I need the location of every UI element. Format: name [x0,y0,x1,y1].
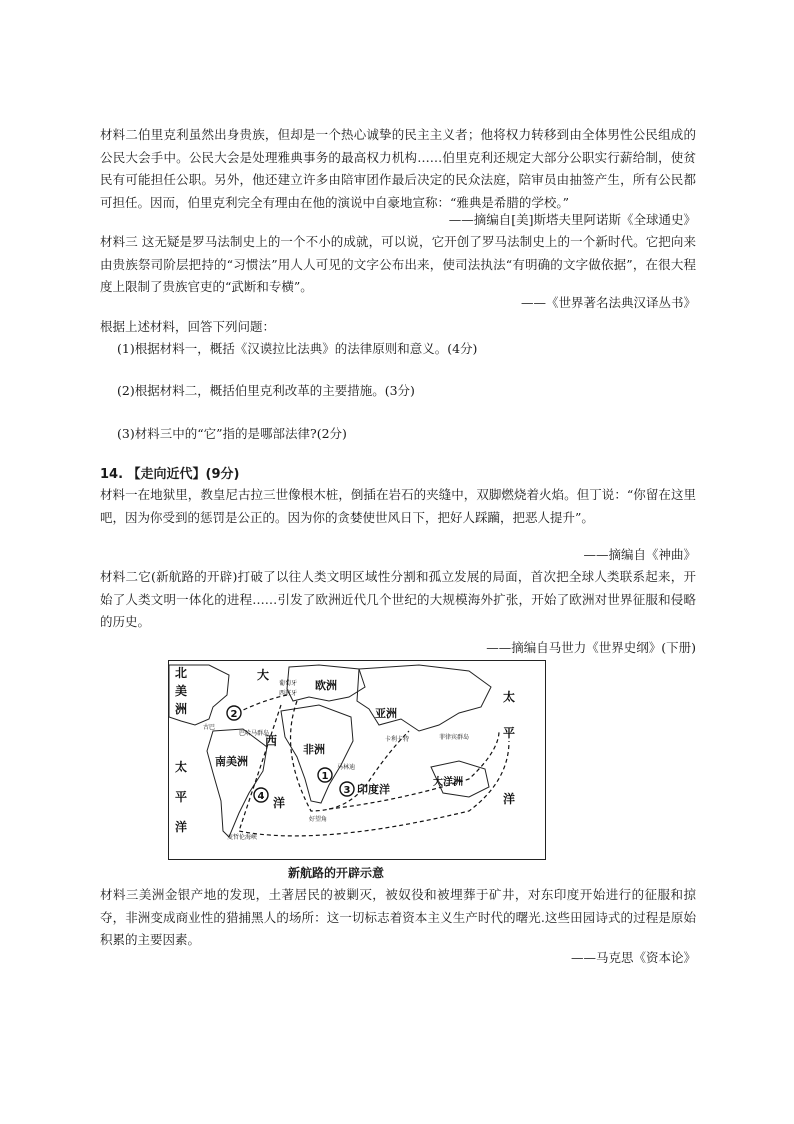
q14-material3: 材料三美洲金银产地的发现，土著居民的被剿灭，被奴役和被埋葬于矿井，对东印度开始进行的征服和掠夺，非洲变成商业性的猎捕黑人的场所：这一切标志着资本主义生产时代的曙光.这些田园诗式的过程是原始积累的主要因素。 [100,887,696,947]
label-europe: 欧洲 [315,679,337,692]
material3-source: ——《世界著名法典汉译丛书》 [520,295,696,310]
route-number-3: 3 [343,785,351,796]
label-pacific-left3: 洋 [175,820,188,834]
label-pacific-left2: 平 [175,790,188,804]
south-america-outline [207,729,270,837]
label-good-hope: 好望角 [309,816,328,823]
label-oceania: 大洋洲 [433,777,463,788]
material3-paragraph: 材料三 这无疑是罗马法制史上的一个不小的成就，可以说，它开创了罗马法制史上的一个新时代。它把向来由贵族祭司阶层把持的“习惯法”用人人可见的文字公布出来，使司法执法“有明确的文字做依据”，在很大程度上限制了贵族官吏的“武断和专横”。 [100,234,696,294]
q14-source2: ——摘编自马世力《世界史纲》(下册) [486,640,696,655]
q14-source1: ——摘编自《神曲》 [583,547,696,562]
label-pacific-right2: 平 [503,726,516,740]
label-philippines: 菲律宾群岛 [439,734,470,741]
label-africa: 非洲 [303,743,325,756]
label-america2: 洲 [175,702,188,716]
label-bahamas: 巴哈马群岛 [239,730,270,737]
label-south-america: 南美洲 [215,755,248,768]
new-routes-map [168,660,546,860]
label-cuba: 古巴 [203,724,216,731]
q14-material1: 材料一在地狱里，教皇尼古拉三世像根木桩，倒插在岩石的夹缝中，双脚燃烧着火焰。但丁说：“你留在这里吧，因为你受到的惩罚是公正的。因为你的贪婪使世风日下，把好人踩躏，把恶人提升”。 [100,487,696,525]
label-pacific-right3: 洋 [503,792,516,806]
label-pacific-right1: 太 [503,690,516,704]
label-magellan-strait: 麦哲伦海峡 [227,834,258,841]
q14-source3: ——马克思《资本论》 [570,950,696,965]
label-xi: 西 [265,734,278,748]
route-number-1: 1 [321,771,329,782]
question-3: (3)材料三中的“它”指的是哪部法律?(2分) [117,426,347,441]
route-number-4: 4 [257,791,265,802]
material2-paragraph: 材料二伯里克利虽然出身贵族，但却是一个热心诚挚的民主主义者；他将权力转移到由全体男性公民组成的公民大会手中。公民大会是处理雅典事务的最高权力机构……伯里克利还规定大部分公职实行薪给制，使贫民有可能担任公职。另外，他还建立许多由陪审团作最后决定的民众法庭，陪审员由抽签产生，所有公民都可担任。因而，伯里克利完全有理由在他的演说中自豪地宣称：“雅典是希腊的学校。” [100,127,696,210]
material2-source: ——摘编自[美]斯塔夫里阿诺斯《全球通史》 [448,212,696,227]
q14-material2: 材料二它(新航路的开辟)打破了以往人类文明区域性分割和孤立发展的局面，首次把全球人类联系起来，开始了人类文明一体化的进程……引发了欧洲近代几个世纪的大规模海外扩张，开始了欧洲对世界征服和侵略的历史。 [100,569,696,629]
label-america1: 美 [175,684,188,698]
asia-outline [357,665,491,731]
route-4 [239,705,509,836]
question-2: (2)根据材料二，概括伯里克利改革的主要措施。(3分) [117,383,415,398]
question-14-title: 14. 【走向近代】(9分) [100,467,240,482]
label-da: 大 [257,668,270,682]
instructions: 根据上述材料，回答下列问题： [100,319,276,334]
label-north: 北 [175,666,188,680]
label-malindi: 马林迪 [337,764,356,771]
label-portugal: 葡萄牙 [279,680,298,687]
label-asia: 亚洲 [375,707,397,720]
label-pacific-left1: 太 [175,760,188,774]
label-spain: 西班牙 [279,690,298,697]
label-indian-ocean: 印度洋 [357,783,390,796]
label-calicut: 卡利卡特 [385,736,410,743]
label-yang: 洋 [273,796,286,810]
map-caption: 新航路的开辟示意 [288,866,385,880]
question-1: (1)根据材料一，概括《汉谟拉比法典》的法律原则和意义。(4分) [117,341,478,356]
route-number-2: 2 [230,709,238,720]
